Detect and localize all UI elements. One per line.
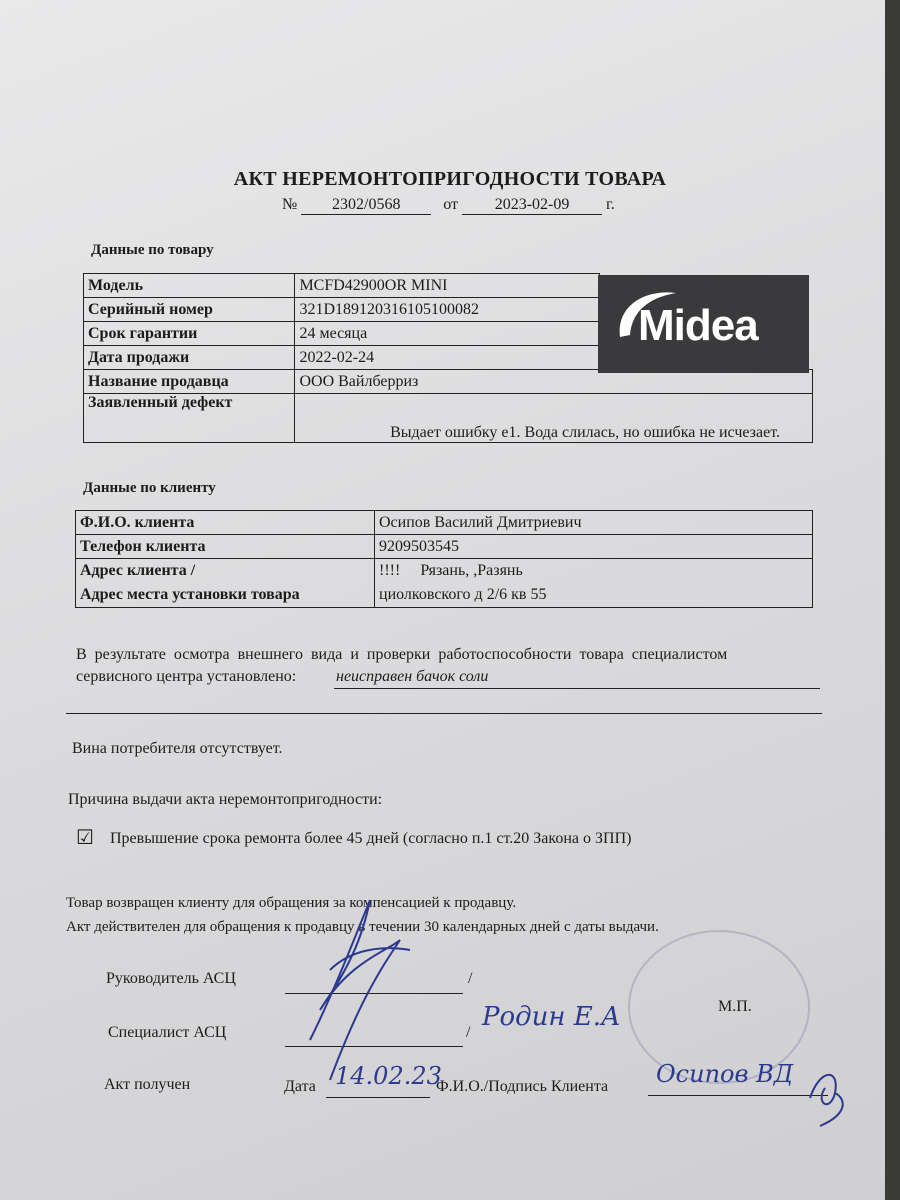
date-line xyxy=(326,1097,430,1098)
row-label: Телефон клиента xyxy=(76,535,375,559)
client-sign-label: Ф.И.О./Подпись Клиента xyxy=(436,1078,609,1095)
head-label: Руководитель АСЦ xyxy=(106,970,236,987)
row-value: 9209503545 xyxy=(375,535,813,559)
row-value: ООО Вайлберриз xyxy=(295,370,813,394)
table-row xyxy=(76,535,813,559)
client-section-heading: Данные по клиенту xyxy=(83,480,216,496)
client-table xyxy=(75,510,813,608)
row-value: 321D189120316105100082 xyxy=(295,298,600,322)
date-label: от xyxy=(443,196,459,213)
year-suffix: г. xyxy=(606,196,615,213)
client-signature: Осипов ВД xyxy=(656,1060,794,1088)
row-value: 2022-02-24 xyxy=(295,346,600,370)
inspection-line-1: В результате осмотра внешнего вида и проверки работоспособности товара специалистом xyxy=(76,646,728,663)
inspection-finding: неисправен бачок соли xyxy=(336,668,489,685)
head-slash: / xyxy=(468,970,473,987)
no-fault-statement: Вина потребителя отсутствует. xyxy=(72,740,283,757)
row-label: Срок гарантии xyxy=(84,322,295,346)
reason-text: Превышение срока ремонта более 45 дней (согласно п.1 ст.20 Закона о ЗПП) xyxy=(110,830,632,847)
table-row xyxy=(84,370,813,394)
address-value-cell xyxy=(375,559,813,608)
product-section-heading: Данные по товару xyxy=(91,242,214,258)
finding-underline xyxy=(334,688,820,689)
address-label-2: Адрес места установки товара xyxy=(80,586,300,603)
row-label: Название продавца xyxy=(84,370,295,394)
client-signature-scribble xyxy=(800,1058,860,1128)
return-statement: Товар возвращен клиенту для обращения за компенсацией к продавцу. xyxy=(66,895,517,911)
row-label: Модель xyxy=(84,274,295,298)
row-value: Выдает ошибку е1. Вода слилась, но ошибка не исчезает. xyxy=(295,394,813,443)
head-signature-scribble xyxy=(290,890,440,1090)
inspection-line-2 xyxy=(76,664,296,690)
address-label-1: Адрес клиента / xyxy=(80,562,196,579)
specialist-label: Специалист АСЦ xyxy=(108,1024,227,1041)
act-number: 2302/0568 xyxy=(301,196,431,215)
row-label: Серийный номер xyxy=(84,298,295,322)
document-title: АКТ НЕРЕМОНТОПРИГОДНОСТИ ТОВАРА xyxy=(233,168,667,190)
act-number-line xyxy=(282,196,615,215)
address-line-1: !!!! Рязань, ,Разянь xyxy=(379,562,523,579)
specialist-slash: / xyxy=(466,1024,471,1041)
table-row xyxy=(76,511,813,535)
handwritten-date: 14.02.23 xyxy=(335,1062,442,1090)
address-line-2: циолковского д 2/6 кв 55 xyxy=(379,586,547,603)
midea-logo xyxy=(598,275,809,373)
number-label: № xyxy=(282,196,298,213)
inspection-prefix: сервисного центра установлено: xyxy=(76,668,297,685)
stamp-place-label: М.П. xyxy=(718,998,752,1015)
row-label: Заявленный дефект xyxy=(84,394,295,443)
act-date: 2023-02-09 xyxy=(462,196,602,215)
row-value: Осипов Василий Дмитриевич xyxy=(375,511,813,535)
reason-heading: Причина выдачи акта неремонтопригодности: xyxy=(68,791,383,808)
row-value: MCFD42900OR MINI xyxy=(295,274,600,298)
row-label: Дата продажи xyxy=(84,346,295,370)
reason-checkbox-icon: ☑ xyxy=(76,827,94,849)
logo-text: Midea xyxy=(638,301,758,350)
specialist-name-handwritten: Родин Е.А xyxy=(482,1002,621,1032)
table-row xyxy=(84,394,813,443)
address-label-cell xyxy=(76,559,375,608)
row-value: 24 месяца xyxy=(295,322,600,346)
date-field-label: Дата xyxy=(284,1078,316,1095)
validity-statement: Акт действителен для обращения к продавцу в течении 30 календарных дней с даты выдачи. xyxy=(66,919,659,935)
finding-underline-2 xyxy=(66,713,822,714)
received-label: Акт получен xyxy=(104,1076,191,1093)
row-label: Ф.И.О. клиента xyxy=(76,511,375,535)
table-row xyxy=(76,559,813,608)
